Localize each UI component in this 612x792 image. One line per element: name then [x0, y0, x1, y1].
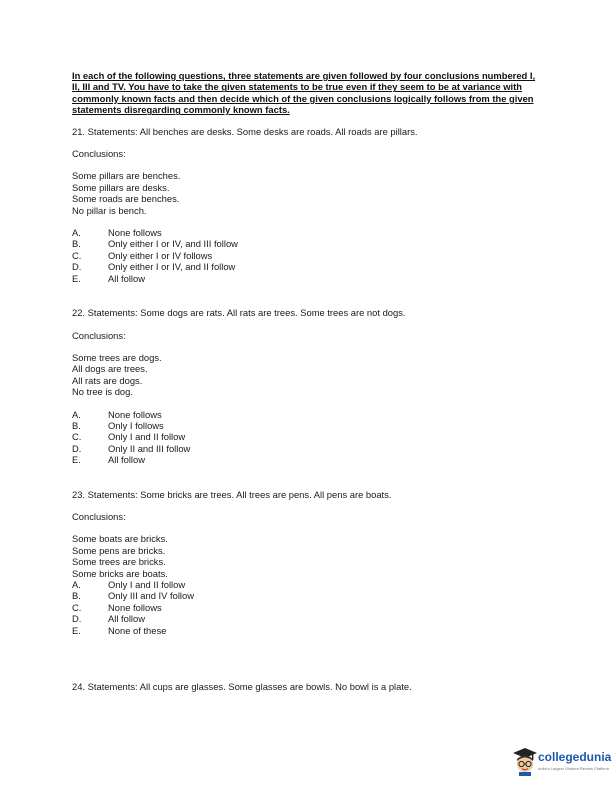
option-text: Only II and III follow [108, 442, 191, 454]
option-letter: A. [72, 408, 81, 420]
conclusion: All rats are dogs. [72, 374, 143, 386]
conclusion: Some pens are bricks. [72, 544, 166, 556]
conclusions-list [72, 533, 540, 579]
conclusion: Some pillars are benches. [72, 170, 181, 182]
question-statement: 21. Statements: All benches are desks. Some desks are roads. All roads are pillars. [72, 125, 418, 137]
option-a [72, 409, 540, 420]
option-d [72, 261, 540, 272]
option-letter: C. [72, 249, 82, 261]
option-text: Only either I or IV follows [108, 249, 213, 261]
question-statement: 22. Statements: Some dogs are rats. All rats are trees. Some trees are not dogs. [72, 307, 406, 319]
options-list [72, 409, 540, 466]
option-text: None follows [108, 227, 162, 239]
brand-tagline: India's Largest Student Review Platform [538, 766, 610, 771]
option-text: None follows [108, 601, 162, 613]
graduate-mascot-icon [512, 746, 538, 776]
option-text: Only either I or IV, and II follow [108, 261, 236, 273]
conclusion: Some bricks are boats. [72, 567, 168, 579]
option-letter: B. [72, 419, 81, 431]
conclusions-label: Conclusions: [72, 329, 126, 341]
collegedunia-logo [510, 746, 612, 782]
question-24 [72, 681, 540, 692]
question-statement: 23. Statements: Some bricks are trees. All trees are pens. All pens are boats. [72, 488, 392, 500]
conclusions-label: Conclusions: [72, 148, 126, 160]
conclusion: Some trees are dogs. [72, 351, 162, 363]
option-c [72, 431, 540, 442]
option-text: Only I follows [108, 419, 164, 431]
option-letter: B. [72, 590, 81, 602]
option-text: Only III and IV follow [108, 590, 194, 602]
option-letter: C. [72, 431, 82, 443]
option-letter: E. [72, 272, 81, 284]
option-text: Only I and II follow [108, 579, 186, 590]
option-text: Only either I or IV, and III follow [108, 238, 238, 250]
document-body [72, 70, 540, 692]
instructions: In each of the following questions, three statements are given followed by four conclusions numbered I, II, III and TV. You have to take the given statements to be true even if they seem to be at variance with commonly known facts and then decide which of the given conclusions logically follows from the given statements disregarding commonly known facts. [72, 70, 536, 116]
conclusion: Some roads are benches. [72, 193, 180, 205]
conclusions-list [72, 170, 540, 216]
option-letter: D. [72, 442, 82, 454]
option-letter: E. [72, 624, 81, 636]
option-text: All follow [108, 613, 145, 625]
option-b [72, 420, 540, 431]
option-e [72, 625, 540, 636]
option-letter: A. [72, 227, 81, 239]
conclusion: All dogs are trees. [72, 363, 148, 375]
option-letter: B. [72, 238, 81, 250]
options-list [72, 227, 540, 284]
option-letter: D. [72, 261, 82, 273]
question-21 [72, 126, 540, 284]
conclusion: Some boats are bricks. [72, 533, 168, 545]
brand-name: collegedunia [538, 750, 612, 764]
option-a [72, 579, 540, 590]
option-b [72, 238, 540, 249]
option-letter: D. [72, 613, 82, 625]
option-c [72, 250, 540, 261]
option-d [72, 613, 540, 624]
option-c [72, 602, 540, 613]
option-text: Only I and II follow [108, 431, 186, 443]
option-letter: E. [72, 454, 81, 466]
question-statement: 24. Statements: All cups are glasses. Some glasses are bowls. No bowl is a plate. [72, 681, 412, 693]
option-e [72, 273, 540, 284]
options-list [72, 579, 540, 636]
conclusion: Some pillars are desks. [72, 181, 170, 193]
conclusion: Some trees are bricks. [72, 556, 166, 568]
option-text: None of these [108, 624, 167, 636]
option-text: None follows [108, 408, 162, 420]
question-22 [72, 307, 540, 465]
option-text: All follow [108, 272, 145, 284]
option-b [72, 590, 540, 601]
option-a [72, 227, 540, 238]
conclusion: No pillar is bench. [72, 204, 147, 216]
question-23 [72, 489, 540, 636]
conclusions-list [72, 352, 540, 398]
option-letter: A. [72, 579, 81, 590]
option-e [72, 454, 540, 465]
option-text: All follow [108, 454, 145, 466]
conclusion: No tree is dog. [72, 386, 133, 398]
option-d [72, 443, 540, 454]
conclusions-label: Conclusions: [72, 510, 126, 522]
option-letter: C. [72, 601, 82, 613]
